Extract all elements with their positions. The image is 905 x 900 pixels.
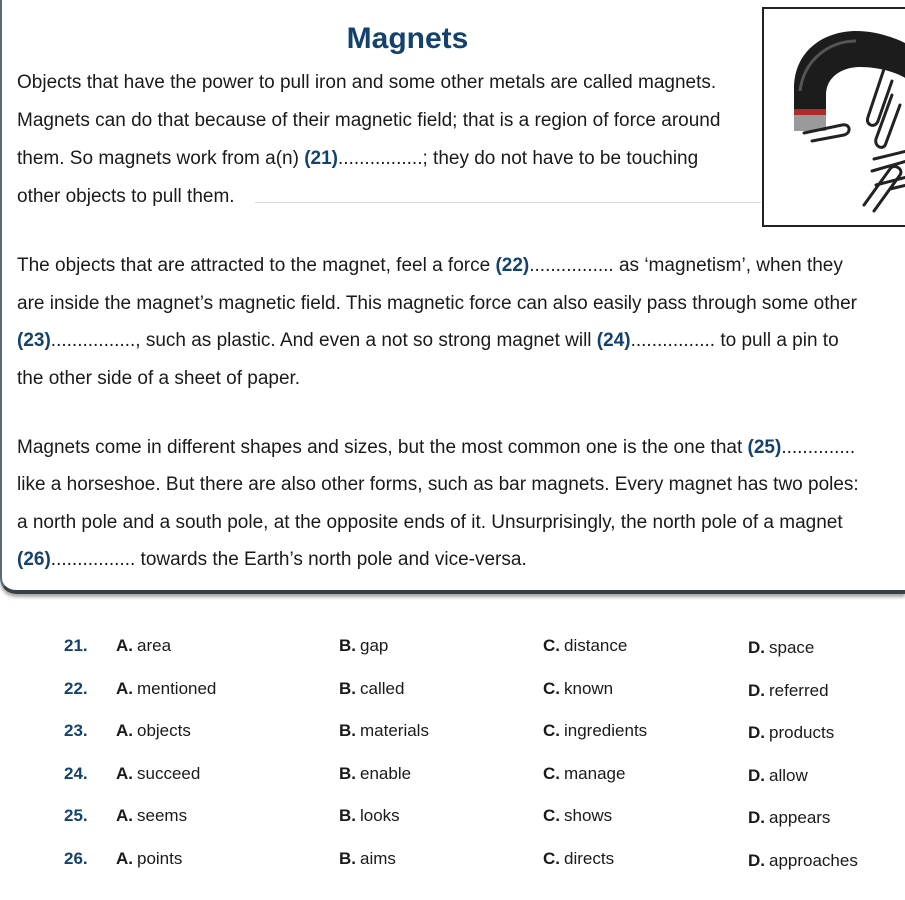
passage-line [17,255,843,277]
option-letter: B. [339,806,356,825]
option-letter: C. [543,764,560,783]
answer-option-d[interactable] [748,681,829,701]
answer-option-d[interactable] [748,723,834,743]
option-text: directs [564,849,615,868]
option-letter: B. [339,721,356,740]
answer-option-d[interactable] [748,808,830,828]
passage-line [17,110,720,132]
answer-option-a[interactable] [116,849,182,869]
answer-option-d[interactable] [748,851,858,871]
passage-text: a north pole and a south pole, at the opposite ends of it. Unsurprisingly, the north pole of a magnet [17,512,843,533]
answer-option-d[interactable] [748,766,808,786]
blank-number: (22) [495,255,530,276]
passage-text: ................ to pull a pin to [630,330,839,351]
option-text: appears [769,808,831,827]
answer-option-a[interactable] [116,636,171,656]
option-letter: B. [339,679,356,698]
option-letter: C. [543,806,560,825]
option-text: mentioned [137,679,217,698]
passage-line [17,549,527,571]
answer-option-c[interactable] [543,849,614,869]
passage-text: are inside the magnet’s magnetic field. This magnetic force can also easily pass through some other [17,293,857,314]
passage-text: Magnets can do that because of their magnetic field; that is a region of force around [17,110,721,131]
passage-text: ................ towards the Earth’s north pole and vice-versa. [50,549,527,570]
passage-text: the other side of a sheet of paper. [17,368,301,389]
passage-line [17,186,235,208]
option-text: area [137,636,172,655]
option-text: allow [769,766,808,785]
option-text: points [137,849,183,868]
option-text: manage [564,764,626,783]
blank-number: (24) [596,330,631,351]
option-letter: A. [116,764,133,783]
option-text: called [360,679,405,698]
option-letter: C. [543,721,560,740]
option-letter: B. [339,636,356,655]
option-letter: C. [543,849,560,868]
option-letter: B. [339,764,356,783]
passage-text: The objects that are attracted to the magnet, feel a force [17,255,496,276]
blank-number: (25) [747,437,782,458]
passage-line [17,330,839,352]
answer-option-c[interactable] [543,764,625,784]
option-letter: A. [116,636,133,655]
blank-number: (21) [304,148,339,169]
passage-text: other objects to pull them. [17,186,235,207]
passage-line [17,474,859,496]
option-letter: C. [543,636,560,655]
answer-option-b[interactable] [339,721,429,741]
passage-text: them. So magnets work from a(n) [17,148,305,169]
option-letter: A. [116,721,133,740]
answer-option-b[interactable] [339,806,400,826]
passage-text: .............. [781,437,856,458]
answer-option-a[interactable] [116,679,216,699]
horseshoe-magnet-icon [764,9,905,225]
passage-text: ................ as ‘magnetism’, when they [529,255,843,276]
answer-option-a[interactable] [116,764,200,784]
option-text: enable [360,764,412,783]
option-text: distance [564,636,628,655]
option-letter: D. [748,723,765,742]
question-number: 21. [64,636,88,655]
option-letter: D. [748,808,765,827]
option-letter: A. [116,679,133,698]
option-text: space [769,638,815,657]
option-letter: B. [339,849,356,868]
passage-text: like a horseshoe. But there are also other forms, such as bar magnets. Every magnet has two poles: [17,474,859,495]
passage-text: Objects that have the power to pull iron and some other metals are called magnets. [17,72,717,93]
answer-option-c[interactable] [543,721,647,741]
answer-option-b[interactable] [339,849,396,869]
passage-line [17,148,698,170]
answer-option-a[interactable] [116,806,187,826]
option-letter: D. [748,638,765,657]
passage-line [17,293,857,315]
option-letter: C. [543,679,560,698]
passage-line [17,368,300,390]
question-number: 25. [64,806,88,825]
question-number: 24. [64,764,88,783]
question-number: 23. [64,721,88,740]
option-letter: D. [748,766,765,785]
passage-line [17,72,716,94]
magnet-illustration [762,7,905,227]
option-text: seems [137,806,188,825]
option-text: shows [564,806,613,825]
option-letter: D. [748,681,765,700]
answer-option-c[interactable] [543,636,627,656]
option-text: objects [137,721,191,740]
question-number: 22. [64,679,88,698]
option-text: known [564,679,614,698]
divider [255,202,761,203]
page-title: Magnets [346,22,469,55]
answer-option-b[interactable] [339,636,388,656]
option-text: approaches [769,851,858,870]
option-text: aims [360,849,396,868]
passage-text: Magnets come in different shapes and sizes, but the most common one is the one that [17,437,748,458]
answer-option-d[interactable] [748,638,814,658]
option-text: materials [360,721,429,740]
answer-option-c[interactable] [543,679,613,699]
option-text: succeed [137,764,201,783]
option-text: products [769,723,835,742]
blank-number: (26) [17,549,51,570]
answer-option-c[interactable] [543,806,612,826]
option-letter: A. [116,806,133,825]
option-text: ingredients [564,721,648,740]
answer-option-b[interactable] [339,679,404,699]
option-letter: A. [116,849,133,868]
answer-option-a[interactable] [116,721,191,741]
option-text: referred [769,681,829,700]
question-number: 26. [64,849,88,868]
passage-text: ................; they do not have to be touching [338,148,699,169]
passage-line [17,437,855,459]
passage-line [17,512,843,534]
option-text: gap [360,636,389,655]
passage-text: ................, such as plastic. And even a not so strong magnet will [50,330,597,351]
answer-option-b[interactable] [339,764,411,784]
option-text: looks [360,806,400,825]
blank-number: (23) [17,330,51,351]
option-letter: D. [748,851,765,870]
